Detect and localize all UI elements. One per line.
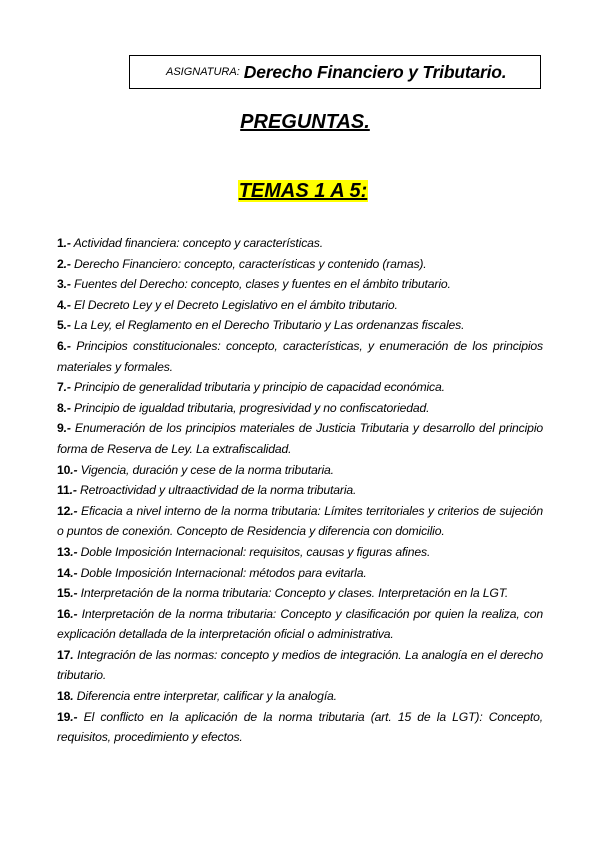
question-separator: .- — [70, 565, 78, 580]
question-text: Vigencia, duración y cese de la norma tributaria. — [77, 462, 334, 477]
question-separator: .- — [63, 236, 71, 250]
question-number: 2 — [57, 256, 64, 271]
question-item — [57, 645, 543, 686]
question-text: El Decreto Ley y el Decreto Legislativo en el ámbito tributario. — [70, 297, 398, 312]
question-separator: .- — [63, 297, 71, 312]
question-number: 11 — [57, 483, 70, 498]
question-number: 4 — [57, 297, 64, 312]
question-text: Actividad financiera: concepto y características. — [70, 236, 323, 250]
question-text: Principio de generalidad tributaria y principio de capacidad económica. — [70, 380, 445, 395]
question-text: Fuentes del Derecho: concepto, clases y fuentes en el ámbito tributario. — [70, 277, 451, 292]
question-item — [57, 707, 543, 748]
subject-name: Derecho Financiero y Tributario. — [243, 61, 507, 82]
question-number: 14 — [57, 565, 71, 580]
subject-header-box — [129, 55, 541, 89]
question-separator: . — [70, 647, 74, 662]
question-number: 6 — [57, 338, 64, 353]
question-text: Doble Imposición Internacional: requisitos, causas y figuras afines. — [77, 544, 431, 559]
question-separator: . — [70, 689, 74, 704]
question-text: Doble Imposición Internacional: métodos para evitarla. — [77, 565, 367, 580]
question-separator: .- — [63, 277, 71, 292]
question-item — [57, 254, 543, 275]
question-number: 3 — [57, 277, 64, 292]
question-item — [57, 418, 543, 459]
question-number: 5 — [57, 318, 64, 333]
question-item — [57, 563, 543, 584]
question-item — [57, 686, 543, 707]
question-text: Integración de las normas: concepto y medios de integración. La analogía en el derecho tributario. — [57, 647, 543, 683]
question-number: 18 — [57, 689, 71, 704]
question-number: 7 — [57, 380, 64, 395]
question-item — [57, 583, 543, 604]
question-item — [57, 233, 543, 254]
question-number: 17 — [57, 647, 71, 662]
question-separator: .- — [63, 400, 71, 415]
question-separator: .- — [69, 483, 77, 498]
question-text: La Ley, el Reglamento en el Derecho Tributario y Las ordenanzas fiscales. — [70, 318, 465, 333]
question-text: Interpretación de la norma tributaria: Concepto y clasificación por quien la realiza, con explicación detallada de la interpretación oficial o administrativa. — [57, 606, 543, 642]
topics-heading: TEMAS 1 A 5: — [238, 180, 368, 202]
question-separator: .- — [63, 256, 71, 271]
question-text: El conflicto en la aplicación de la norma tributaria (art. 15 de la LGT): Concepto, requisitos, procedimiento y efectos. — [57, 709, 543, 745]
question-text: Derecho Financiero: concepto, características y contenido (ramas). — [70, 256, 427, 271]
question-text: Diferencia entre interpretar, calificar y la analogía. — [73, 689, 337, 704]
question-item — [57, 315, 543, 336]
question-item — [57, 604, 543, 645]
question-text: Enumeración de los principios materiales de Justicia Tributaria y desarrollo del principio forma de Reserva de Ley. La extrafiscalidad. — [57, 421, 543, 456]
subject-label: ASIGNATURA: — [166, 66, 240, 78]
question-number: 16 — [57, 606, 71, 621]
question-separator: .- — [70, 503, 78, 518]
question-number: 8 — [57, 400, 64, 415]
question-separator: .- — [63, 338, 71, 353]
question-separator: .- — [63, 421, 71, 436]
question-item — [57, 336, 543, 377]
question-text: Interpretación de la norma tributaria: Concepto y clases. Interpretación en la LGT. — [77, 586, 509, 601]
question-list — [57, 233, 543, 748]
question-item — [57, 460, 543, 481]
question-separator: .- — [70, 606, 78, 621]
question-text: Principios constitucionales: concepto, características, y enumeración de los principios materiales y formales. — [57, 338, 543, 374]
question-separator: .- — [63, 380, 71, 395]
question-number: 13 — [57, 544, 71, 559]
question-item — [57, 480, 543, 501]
question-number: 10 — [57, 462, 71, 477]
question-separator: .- — [63, 318, 71, 333]
question-item — [57, 295, 543, 316]
question-number: 19 — [57, 709, 71, 724]
question-separator: .- — [70, 709, 78, 724]
question-item — [57, 398, 543, 419]
question-number: 12 — [57, 503, 71, 518]
question-item — [57, 542, 543, 563]
question-number: 15 — [57, 586, 71, 601]
question-separator: .- — [70, 544, 78, 559]
question-number: 9 — [57, 421, 64, 436]
question-item — [57, 377, 543, 398]
topics-heading-wrap — [0, 180, 600, 203]
question-text: Retroactividad y ultraactividad de la norma tributaria. — [76, 483, 357, 498]
page-title: PREGUNTAS. — [240, 111, 370, 133]
question-text: Principio de igualdad tributaria, progresividad y no confiscatoriedad. — [70, 400, 430, 415]
question-separator: .- — [70, 462, 78, 477]
question-item — [57, 274, 543, 295]
question-text: Eficacia a nivel interno de la norma tributaria: Límites territoriales y criterios de sujeción o puntos de conexión. Concepto de Residencia y diferencia con domicilio. — [57, 503, 543, 539]
question-item — [57, 501, 543, 542]
question-separator: .- — [70, 586, 78, 601]
question-number: 1 — [57, 236, 64, 250]
